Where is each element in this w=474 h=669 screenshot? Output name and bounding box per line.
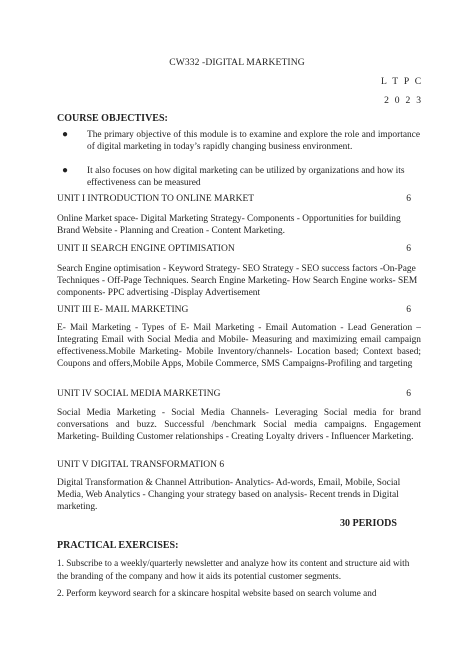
- unit-name: UNIT II SEARCH ENGINE OPTIMISATION: [57, 244, 235, 254]
- unit-name: UNIT I INTRODUCTION TO ONLINE MARKET: [57, 194, 255, 204]
- unit-name: UNIT V DIGITAL TRANSFORMATION 6: [57, 460, 225, 470]
- unit-content: Digital Transformation & Channel Attribution- Analytics- Ad-words, Email, Mobile, Social Media, Web Analytics - Changing your strategy based on analysis- Recent trends in Digital marketing.: [57, 478, 401, 512]
- objective-text: The primary objective of this module is to examine and explore the role and importance of digital marketing in today’s rapidly changing business environment.: [87, 130, 420, 152]
- unit-hours: 6: [406, 244, 411, 254]
- practical-heading: PRACTICAL EXERCISES:: [57, 540, 179, 551]
- bullet-dot-icon: ●: [62, 129, 69, 140]
- unit-name: UNIT III E- MAIL MARKETING: [57, 305, 189, 315]
- unit-content: Social Media Marketing - Social Media Channels- Leveraging Social media for brand conversations and buzz. Successful /benchmark Social media campaigns. Engagement Marketing- Building Customer relationships - Creating Loyalty drivers - Influencer Marketing.: [57, 408, 421, 442]
- bullet-dot-icon: ●: [62, 165, 69, 176]
- unit-content: Online Market space- Digital Marketing Strategy- Components - Opportunities for building Brand Website - Planning and Creation - Content Marketing.: [57, 214, 401, 236]
- total-periods: 30 PERIODS: [340, 518, 397, 529]
- unit-name: UNIT IV SOCIAL MEDIA MARKETING: [57, 389, 221, 399]
- ltpc-header: L T P C: [381, 76, 422, 87]
- unit-hours: 6: [406, 389, 411, 399]
- unit-content: E- Mail Marketing - Types of E- Mail Marketing - Email Automation - Lead Generation – Integrating Email with Social Media and Mobile- Measuring and maximizing email campaign effectiveness.Mobile Marketing- Mobile Inventory/channels- Location based; Context based; Coupons and offers,Mobile Apps, Mobile Commerce, SMS Campaigns-Profiling and targeting: [57, 323, 421, 369]
- unit-hours: 6: [406, 305, 411, 315]
- objective-text: It also focuses on how digital marketing can be utilized by organizations and how its effectiveness can be measured: [87, 166, 405, 188]
- practical-item: 1. Subscribe to a weekly/quarterly newsletter and analyze how its content and structure aid with the branding of the company and how it aids its potential customer segments.: [57, 558, 410, 581]
- practical-item: 2. Perform keyword search for a skincare hospital website based on search volume and: [57, 588, 377, 598]
- ltpc-values: 2 0 2 3: [384, 95, 421, 106]
- course-title: CW332 -DIGITAL MARKETING: [169, 57, 305, 68]
- unit-hours: 6: [406, 194, 411, 204]
- objectives-heading: COURSE OBJECTIVES:: [57, 113, 168, 124]
- unit-content: Search Engine optimisation - Keyword Strategy- SEO Strategy - SEO success factors -On-Page Techniques - Off-Page Techniques. Search Engine Marketing- How Search Engine works- SEM components- PPC advertising -Display Advertisement: [57, 264, 418, 298]
